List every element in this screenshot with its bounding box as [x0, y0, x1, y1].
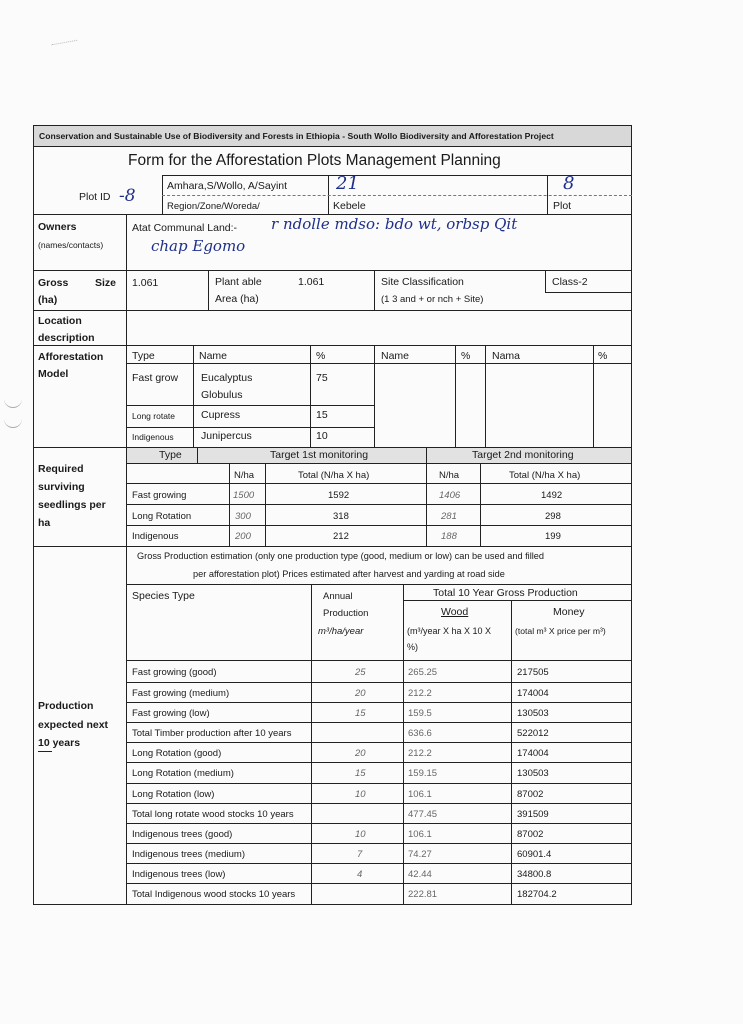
- model-row-name: Eucalyptus: [201, 372, 253, 384]
- owners-printed: Atat Communal Land:-: [132, 222, 238, 234]
- prod-row-wood: 42.44: [408, 869, 432, 880]
- production-note-2: per afforestation plot) Prices estimated after harvest and yarding at road side: [193, 569, 505, 579]
- seedlings-col-nha-2: N/ha: [439, 470, 460, 481]
- class-label: Class-2: [552, 276, 588, 288]
- prod-row-annual: 7: [357, 849, 363, 860]
- border-right: [631, 125, 632, 905]
- border-top: [33, 125, 632, 126]
- border-left: [33, 125, 34, 905]
- model-row-pct: 15: [316, 409, 328, 421]
- prod-row-annual: 10: [355, 829, 366, 840]
- seedlings-row-n2: 1406: [439, 490, 461, 501]
- gross-value: 1.061: [132, 277, 159, 289]
- seedlings-row-t1: 1592: [328, 490, 350, 501]
- prod-row-money: 217505: [517, 667, 549, 678]
- seedlings-row-t1: 212: [333, 531, 349, 542]
- seedlings-row-n1: 200: [235, 531, 251, 542]
- location-label-b: description: [38, 332, 95, 344]
- production-label-a: Production: [38, 700, 94, 712]
- prod-total-row-wood: 636.6: [408, 728, 432, 739]
- seedlings-label-a: Required: [38, 463, 84, 475]
- seedlings-label-c: seedlings per: [38, 499, 106, 511]
- plot-id-label: Plot ID: [79, 191, 111, 203]
- prod-row-money: 87002: [517, 789, 544, 800]
- seedlings-row-t1: 318: [333, 511, 349, 522]
- seedlings-row-t2: 199: [545, 531, 561, 542]
- prod-row-money: 174004: [517, 748, 549, 759]
- punch-hole-mark: [4, 393, 22, 408]
- model-row-type: Long rotate: [132, 411, 176, 421]
- prod-row-wood: 159.15: [408, 768, 438, 779]
- border-bottom: [33, 904, 632, 905]
- prod-total-row-money: 182704.2: [517, 889, 557, 900]
- model-row-name: Cupress: [201, 409, 241, 421]
- model-header-pct-3: %: [598, 350, 608, 362]
- prod-total-row-money: 522012: [517, 728, 549, 739]
- region-label: Region/Zone/Woreda/: [167, 201, 260, 212]
- prod-row-species: Fast growing (medium): [132, 688, 230, 699]
- prod-row-wood: 106.1: [408, 789, 432, 800]
- seedlings-col-nha-1: N/ha: [234, 470, 255, 481]
- seedlings-type-header: Type: [159, 449, 182, 461]
- money-header: Money: [553, 606, 585, 618]
- prod-row-species: Indigenous trees (medium): [132, 849, 245, 860]
- model-row-type: Indigenous: [132, 432, 174, 442]
- prod-row-money: 130503: [517, 768, 549, 779]
- seedlings-col-total-2: Total (N/ha X ha): [509, 470, 581, 481]
- prod-total-row-wood: 477.45: [408, 809, 438, 820]
- annual-header-c: m³/ha/year: [318, 626, 364, 637]
- prod-row-species: Long Rotation (medium): [132, 768, 234, 779]
- seedlings-row-n1: 1500: [233, 490, 255, 501]
- model-label-a: Afforestation: [38, 351, 104, 363]
- prod-row-annual: 15: [355, 768, 366, 779]
- plot-label: Plot: [553, 200, 572, 212]
- model-header-pct-2: %: [461, 350, 471, 362]
- prod-row-species: Fast growing (good): [132, 667, 217, 678]
- site-class-label: Site Classification: [381, 276, 464, 288]
- model-header-name-3: Nama: [492, 350, 521, 362]
- prod-row-species: Long Rotation (good): [132, 748, 222, 759]
- prod-row-money: 87002: [517, 829, 544, 840]
- seedlings-label-d: ha: [38, 517, 51, 529]
- seedlings-col-total-1: Total (N/ha X ha): [298, 470, 370, 481]
- production-note-1: Gross Production estimation (only one production type (good, medium or low) can be used and filled: [137, 551, 545, 561]
- prod-row-annual: 20: [355, 748, 366, 759]
- seedlings-row-n1: 300: [235, 511, 251, 522]
- form-title: Form for the Afforestation Plots Management Planning: [128, 152, 501, 169]
- owners-sublabel: (names/contacts): [38, 240, 104, 250]
- wood-sub-a: (m³/year X ha X 10 X: [407, 626, 492, 636]
- model-row-type: Fast grow: [132, 372, 179, 384]
- seedlings-row-type: Indigenous: [132, 531, 179, 542]
- prod-row-money: 34800.8: [517, 869, 552, 880]
- project-header: Conservation and Sustainable Use of Biodiversity and Forests in Ethiopia - South Wollo Biodiversity and Afforestation Project: [39, 131, 554, 141]
- stray-mark: [51, 40, 78, 53]
- prod-row-species: Indigenous trees (good): [132, 829, 233, 840]
- model-row-pct: 10: [316, 430, 328, 442]
- prod-row-annual: 4: [357, 869, 363, 880]
- plantable-label-b: Area (ha): [215, 293, 259, 305]
- plantable-value: 1.061: [298, 276, 325, 288]
- owners-label: Owners: [38, 221, 77, 233]
- model-row-name: Junipercus: [201, 430, 252, 442]
- model-row-pct: 75: [316, 372, 328, 384]
- prod-row-wood: 212.2: [408, 688, 432, 699]
- prod-row-wood: 212.2: [408, 748, 432, 759]
- seedlings-label-b: surviving: [38, 481, 85, 493]
- prod-row-species: Fast growing (low): [132, 708, 210, 719]
- site-class-sub: (1 3 and + or nch + Site): [381, 294, 484, 305]
- model-label-b: Model: [38, 368, 69, 380]
- prod-total-row-money: 391509: [517, 809, 549, 820]
- seedlings-row-n2: 281: [441, 511, 457, 522]
- wood-sub-b: %): [407, 642, 418, 652]
- production-label-b: expected next: [38, 719, 109, 731]
- model-header-name-1: Name: [199, 350, 228, 362]
- prod-row-annual: 10: [355, 789, 366, 800]
- gross-label-a: Gross: [38, 277, 69, 289]
- seedlings-target1: Target 1st monitoring: [270, 449, 369, 461]
- seedlings-row-type: Long Rotation: [132, 511, 192, 522]
- location-label-a: Location: [38, 315, 82, 327]
- prod-row-money: 174004: [517, 688, 549, 699]
- kebele-value: 21: [336, 173, 359, 194]
- gross-label-c: (ha): [38, 294, 58, 306]
- model-row-name2: Globulus: [201, 389, 243, 401]
- prod-row-species: Indigenous trees (low): [132, 869, 226, 880]
- prod-row-annual: 15: [355, 708, 366, 719]
- species-type-header: Species Type: [132, 590, 195, 602]
- prod-row-wood: 74.27: [408, 849, 432, 860]
- prod-row-wood: 106.1: [408, 829, 432, 840]
- owners-handwritten-2: chap Egomo: [151, 237, 246, 255]
- seedlings-row-t2: 1492: [541, 490, 563, 501]
- region-value: Amhara,S/Wollo, A/Sayint: [167, 180, 288, 192]
- money-sub: (total m³ X price per m³): [515, 626, 606, 636]
- gross-label-b: Size: [95, 277, 117, 289]
- total-production-header: Total 10 Year Gross Production: [433, 587, 578, 599]
- seedlings-row-n2: 188: [441, 531, 457, 542]
- annual-header-a: Annual: [323, 591, 353, 602]
- plantable-label-a: Plant able: [215, 276, 262, 288]
- afforestation-form: [33, 125, 632, 905]
- prod-total-row-species: Total long rotate wood stocks 10 years: [132, 809, 294, 820]
- punch-hole-mark: [4, 413, 22, 428]
- seedlings-row-t2: 298: [545, 511, 561, 522]
- prod-row-annual: 25: [355, 667, 366, 678]
- model-header-type: Type: [132, 350, 155, 362]
- prod-row-annual: 20: [355, 688, 366, 699]
- prod-row-money: 130503: [517, 708, 549, 719]
- plot-value: 8: [563, 173, 575, 194]
- seedlings-target2: Target 2nd monitoring: [472, 449, 574, 461]
- prod-total-row-species: Total Indigenous wood stocks 10 years: [132, 889, 296, 900]
- model-header-pct-1: %: [316, 350, 326, 362]
- prod-total-row-wood: 222.81: [408, 889, 438, 900]
- annual-header-b: Production: [323, 608, 369, 619]
- seedlings-row-type: Fast growing: [132, 490, 187, 501]
- wood-header: Wood: [441, 606, 469, 618]
- kebele-label: Kebele: [333, 200, 366, 212]
- production-label-c: 10 years: [38, 737, 81, 749]
- prod-total-row-species: Total Timber production after 10 years: [132, 728, 292, 739]
- owners-handwritten-1: r ndolle mdso: bdo wt, orbsp Qit: [271, 215, 518, 233]
- prod-row-money: 60901.4: [517, 849, 552, 860]
- prod-row-wood: 265.25: [408, 667, 438, 678]
- prod-row-species: Long Rotation (low): [132, 789, 215, 800]
- model-header-name-2: Name: [381, 350, 410, 362]
- plot-id-value: -8: [119, 186, 136, 206]
- prod-row-wood: 159.5: [408, 708, 432, 719]
